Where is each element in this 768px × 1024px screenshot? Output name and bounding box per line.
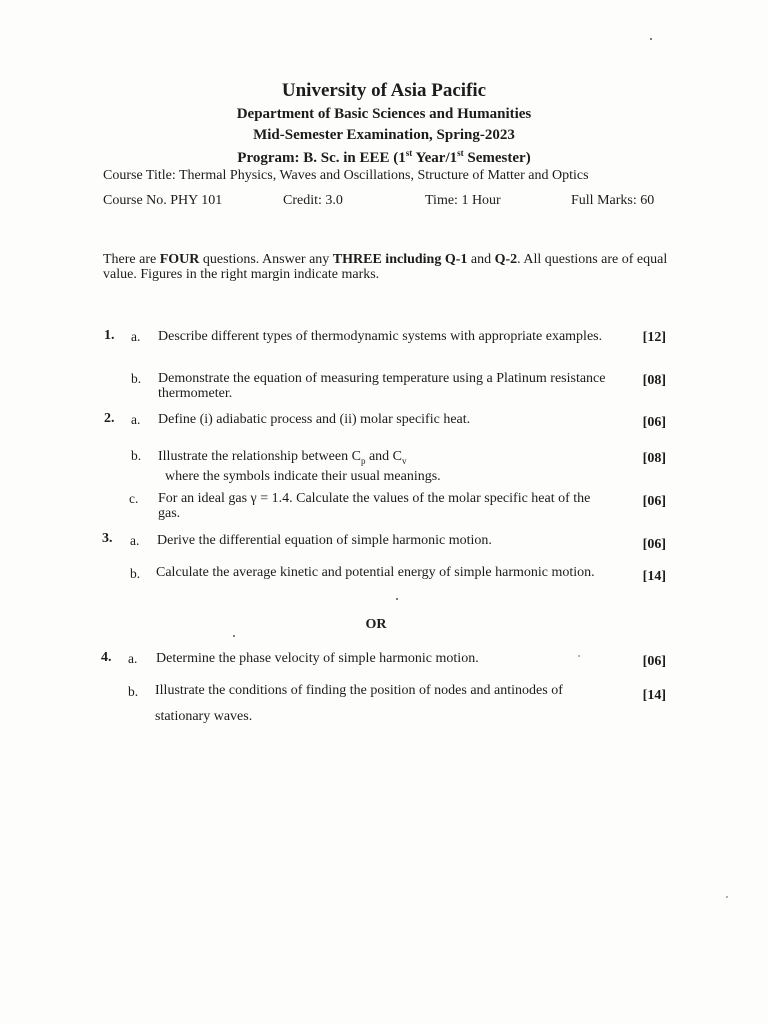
marks-label: [14] [642,569,666,584]
question-text: Illustrate the relationship between $C_p$ and $C_v$ where the symbols indicate their usual meanings. [158,449,441,484]
course-credit: Credit: 3.0 [283,193,343,208]
question-text: For an ideal gas γ = 1.4. Calculate the values of the molar specific heat of the gas. [158,491,591,521]
part-label: a. [130,533,140,548]
marks-label: [12] [642,330,666,345]
part-label: b. [130,566,141,581]
course-title: Course Title: Thermal Physics, Waves and Oscillations, Structure of Matter and Optics [103,168,589,183]
question-number: 2. [104,411,115,426]
marks-label: [08] [642,373,666,388]
question-number: 1. [104,328,115,343]
part-label: a. [131,412,141,427]
marks-label: [06] [642,537,666,552]
question-number: 3. [102,531,113,546]
scan-speck [726,896,728,898]
scan-speck [396,598,398,600]
scan-speck [233,635,235,637]
question-number: 4. [101,650,112,665]
part-label: b. [131,371,142,386]
scan-speck [650,38,652,40]
part-label: b. [131,448,142,463]
part-label: a. [131,329,141,344]
exam-time: Time: 1 Hour [425,193,501,208]
instructions: There are FOUR questions. Answer any THREE including Q-1 and Q-2. All questions are of equal value. Figures in the right margin indicate marks. [103,252,668,282]
university-name: University of Asia Pacific [281,80,487,101]
exam-title: Mid-Semester Examination, Spring-2023 [253,127,515,143]
question-text: Calculate the average kinetic and potential energy of simple harmonic motion. [156,565,595,580]
part-label: c. [129,491,139,506]
part-label: b. [128,684,139,699]
question-text: Define (i) adiabatic process and (ii) molar specific heat. [158,412,471,427]
department-name: Department of Basic Sciences and Humanities [236,106,532,122]
question-text: Describe different types of thermodynamic systems with appropriate examples. [158,329,603,344]
question-text: Illustrate the conditions of finding the position of nodes and antinodes of stationary waves. [155,683,563,724]
marks-label: [06] [642,654,666,669]
part-label: a. [128,651,138,666]
course-number: Course No. PHY 101 [103,193,223,208]
program-title: Program: B. Sc. in EEE (1st Year/1st Semester) [237,148,531,166]
marks-label: [08] [642,451,666,466]
marks-label: [06] [642,494,666,509]
question-text: Derive the differential equation of simple harmonic motion. [157,533,492,548]
question-text: Determine the phase velocity of simple harmonic motion. [156,651,479,666]
question-text: Demonstrate the equation of measuring temperature using a Platinum resistance thermometer. [158,371,606,401]
marks-label: [14] [642,688,666,703]
scan-speck [578,655,580,657]
full-marks: Full Marks: 60 [571,193,655,208]
or-separator: OR [365,617,387,632]
marks-label: [06] [642,415,666,430]
